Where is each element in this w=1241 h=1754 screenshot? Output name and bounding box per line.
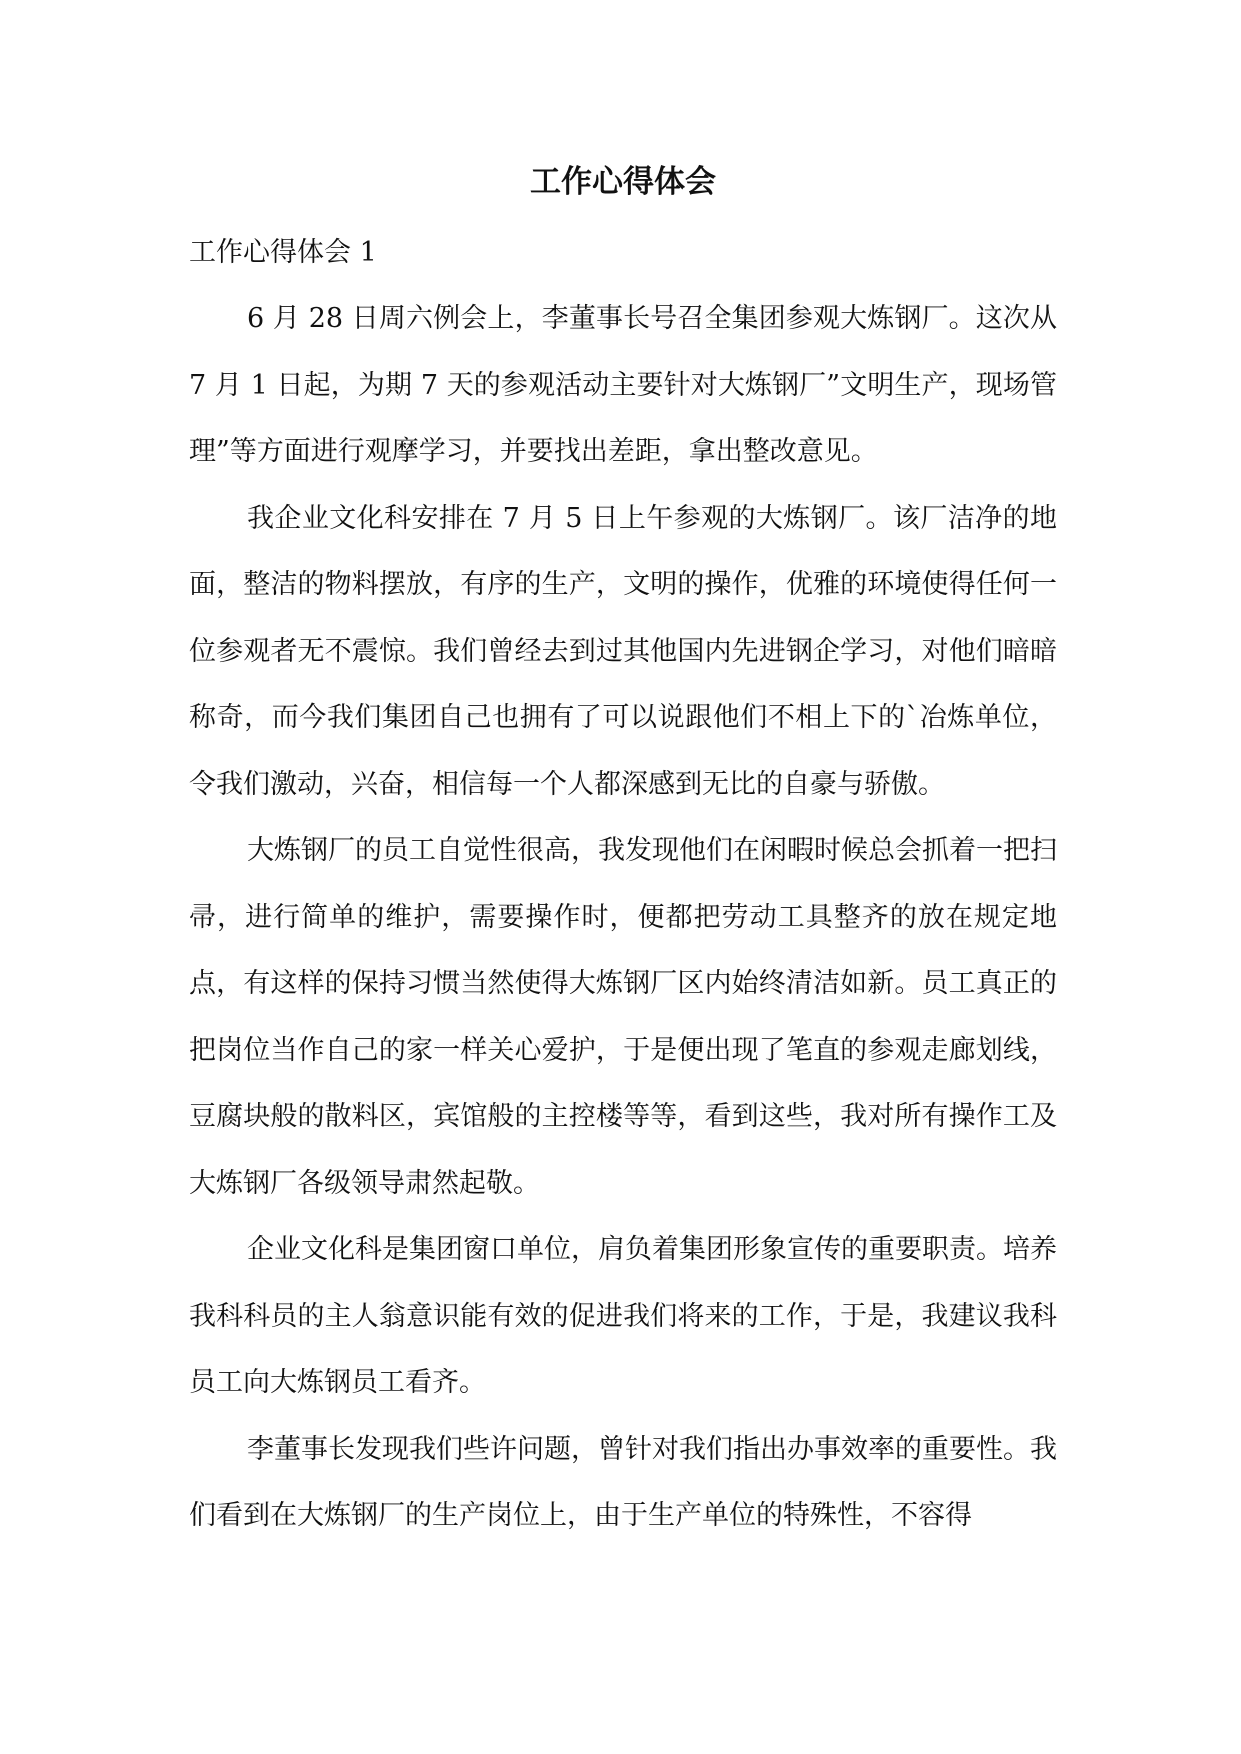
- paragraph-1: 6 月 28 日周六例会上，李董事长号召全集团参观大炼钢厂。这次从 7 月 1 日起，为期 7 天的参观活动主要针对大炼钢厂”文明生产，现场管理”等方面进行观摩学习，并要找出差距，拿出整改意见。: [189, 303, 1057, 467]
- paragraph-2: 我企业文化科安排在 7 月 5 日上午参观的大炼钢厂。该厂洁净的地面，整洁的物料摆放，有序的生产，文明的操作，优雅的环境使得任何一位参观者无不震惊。我们曾经去到过其他国内先进钢企学习，对他们暗暗称奇，而今我们集团自己也拥有了可以说跟他们不相上下的`冶炼单位，令我们激动，兴奋，相信每一个人都深感到无比的自豪与骄傲。: [189, 502, 1057, 800]
- paragraph-4: 企业文化科是集团窗口单位，肩负着集团形象宣传的重要职责。培养我科科员的主人翁意识能有效的促进我们将来的工作，于是，我建议我科员工向大炼钢员工看齐。: [189, 1234, 1057, 1398]
- section-heading: 工作心得体会 1: [189, 237, 377, 268]
- paragraph-5: 李董事长发现我们些许问题，曾针对我们指出办事效率的重要性。我们看到在大炼钢厂的生产岗位上，由于生产单位的特殊性，不容得: [189, 1433, 1057, 1531]
- document-title: 工作心得体会: [530, 164, 716, 200]
- paragraph-3: 大炼钢厂的员工自觉性很高，我发现他们在闲暇时候总会抓着一把扫帚，进行简单的维护，需要操作时，便都把劳动工具整齐的放在规定地点，有这样的保持习惯当然使得大炼钢厂区内始终清洁如新。员工真正的把岗位当作自己的家一样关心爱护，于是便出现了笔直的参观走廊划线，豆腐块般的散料区，宾馆般的主控楼等等，看到这些，我对所有操作工及大炼钢厂各级领导肃然起敬。: [189, 835, 1057, 1199]
- document-page: [189, 150, 1057, 1550]
